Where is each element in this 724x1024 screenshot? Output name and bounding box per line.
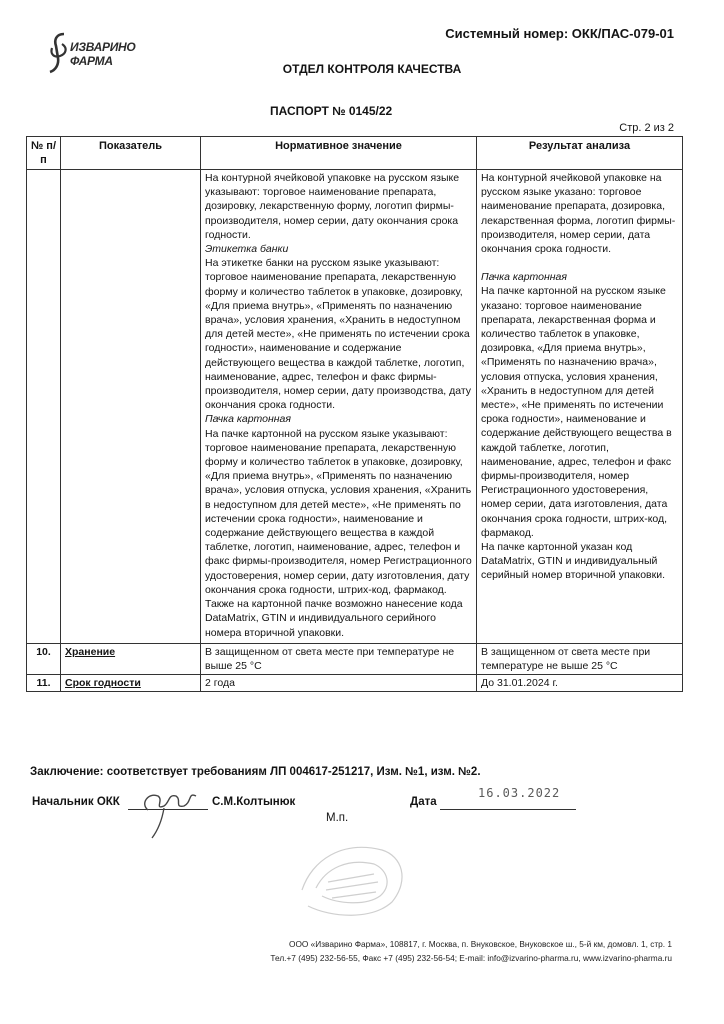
normative-cell: В защищенном от света месте при температуре не выше 25 °С xyxy=(201,643,477,674)
table-row xyxy=(27,643,683,674)
normative-cell xyxy=(201,170,477,644)
row-number-cell: 10. xyxy=(27,643,61,674)
head-name: С.М.Колтынюк xyxy=(212,796,296,808)
indicator-cell xyxy=(61,675,201,692)
indicator-storage: Хранение xyxy=(65,645,116,658)
normative-label-jar-heading: Этикетка банки xyxy=(205,243,289,256)
footer xyxy=(0,938,724,965)
head-label: Начальник ОКК xyxy=(32,796,120,808)
analysis-table xyxy=(26,136,683,692)
page-number: Стр. 2 из 2 xyxy=(619,122,674,134)
normative-carton-text: На пачке картонной на русском языке указывают: торговое наименование препарата, лекарственную форму и количество таблеток в упаковке, дозировку, «Для приема внутрь», «Применять по назначению врача», условия отпуска, условия хранения, «Хранить в недоступном для детей месте», «Не применять по истечении срока годности», наименование и содержание действующего вещества в каждой таблетке, логотип, наименование, адрес, телефон и факс фирмы-производителя, номер Регистрационного удостоверения, номер серии, дату изготовления, дату окончания срока годности, штрих-код, фармакод. xyxy=(205,427,472,596)
column-header-indicator: Показатель xyxy=(61,137,201,170)
system-number: Системный номер: ОКК/ПАС-079-01 xyxy=(445,26,674,41)
indicator-cell xyxy=(61,643,201,674)
table-row xyxy=(27,675,683,692)
normative-carton-heading: Пачка картонная xyxy=(205,413,292,426)
handwritten-signature xyxy=(134,780,210,844)
passport-number: ПАСПОРТ № 0145/22 xyxy=(270,104,393,118)
date-stamp: 16.03.2022 xyxy=(478,786,561,800)
normative-jar-text: На этикетке банки на русском языке указывают: торговое наименование препарата, лекарственную форму и количество таблеток в упаковке, дозировку, «Для приема внутрь», «Применять по назначению врача», условия хранения, «Хранить в недоступном для детей месте», «Не применять по истечении срока годности», наименование и содержание действующего вещества в каждой таблетке, логотип, наименование, адрес, телефон и факс фирмы-производителя, номер серии, дату производства, дату окончания срока годности. xyxy=(205,257,472,412)
column-header-normative: Нормативное значение xyxy=(201,137,477,170)
footer-address: ООО «Изварино Фарма», 108817, г. Москва, п. Внуковское, Внуковское ш., 5-й км, домовл. 1, стр. 1 xyxy=(288,939,672,949)
result-cell: В защищенном от света месте при температуре не выше 25 °С xyxy=(477,643,683,674)
indicator-cell xyxy=(61,170,201,644)
company-stamp xyxy=(282,830,418,922)
table-header-row xyxy=(27,137,683,170)
conclusion: Заключение: соответствует требованиям ЛП 004617-251217, Изм. №1, изм. №2. xyxy=(30,766,481,778)
date-label: Дата xyxy=(410,796,437,808)
indicator-shelf-life: Срок годности xyxy=(65,677,141,690)
normative-datamatrix-text: Также на картонной пачке возможно нанесение кода DataMatrix, GTIN и индивидуального серийного номера вторичной упаковки. xyxy=(205,598,463,639)
result-cell xyxy=(477,170,683,644)
stamp-label: М.п. xyxy=(326,812,349,824)
date-line xyxy=(440,809,576,810)
result-cell: До 31.01.2024 г. xyxy=(477,675,683,692)
table-row xyxy=(27,170,683,644)
result-datamatrix-text: На пачке картонной указан код DataMatrix, GTIN и индивидуальный серийный номер вторичной упаковки. xyxy=(481,541,665,582)
logo-text: ИЗВАРИНО ФАРМА xyxy=(70,40,136,68)
normative-blister-text: На контурной ячейковой упаковке на русском языке указывают: торговое наименование препарата, дозировку, лекарственную форму, логотип фирмы-производителя, номер серии, дату окончания срока годности. xyxy=(205,172,460,241)
row-number-cell xyxy=(27,170,61,644)
result-carton-text: На пачке картонной на русском языке указано: торговое наименование препарата, лекарственная форма и количество таблеток в упаковке, дозировка, «Для приема внутрь», «Применять по назначению врача», условия отпуска, условия хранения, «Хранить в недоступном для детей месте», «Не применять по истечении срока годности», наименование и содержание действующего вещества в каждой таблетке, логотип, наименование, адрес, телефон и факс фирмы-производителя, номер Регистрационного удостоверения, номер серии, дата изготовления, дата окончания срока годности, штрих-код, фармакод. xyxy=(481,285,672,539)
department-title: ОТДЕЛ КОНТРОЛЯ КАЧЕСТВА xyxy=(282,62,462,76)
normative-cell: 2 года xyxy=(201,675,477,692)
column-header-result: Результат анализа xyxy=(477,137,683,170)
footer-contacts: Тел.+7 (495) 232-56-55, Факс +7 (495) 232-56-54; E-mail: info@izvarino-pharma.ru, www.izvarino-pharma.ru xyxy=(270,952,672,963)
column-header-number: № п/п xyxy=(27,137,61,170)
result-blister-text: На контурной ячейковой упаковке на русском языке указано: торговое наименование препарата, дозировка, лекарственная форма, логотип фирмы-производителя, номер серии, дата окончания срока годности. xyxy=(481,172,676,256)
result-carton-heading: Пачка картонная xyxy=(481,271,568,284)
row-number-cell: 11. xyxy=(27,675,61,692)
